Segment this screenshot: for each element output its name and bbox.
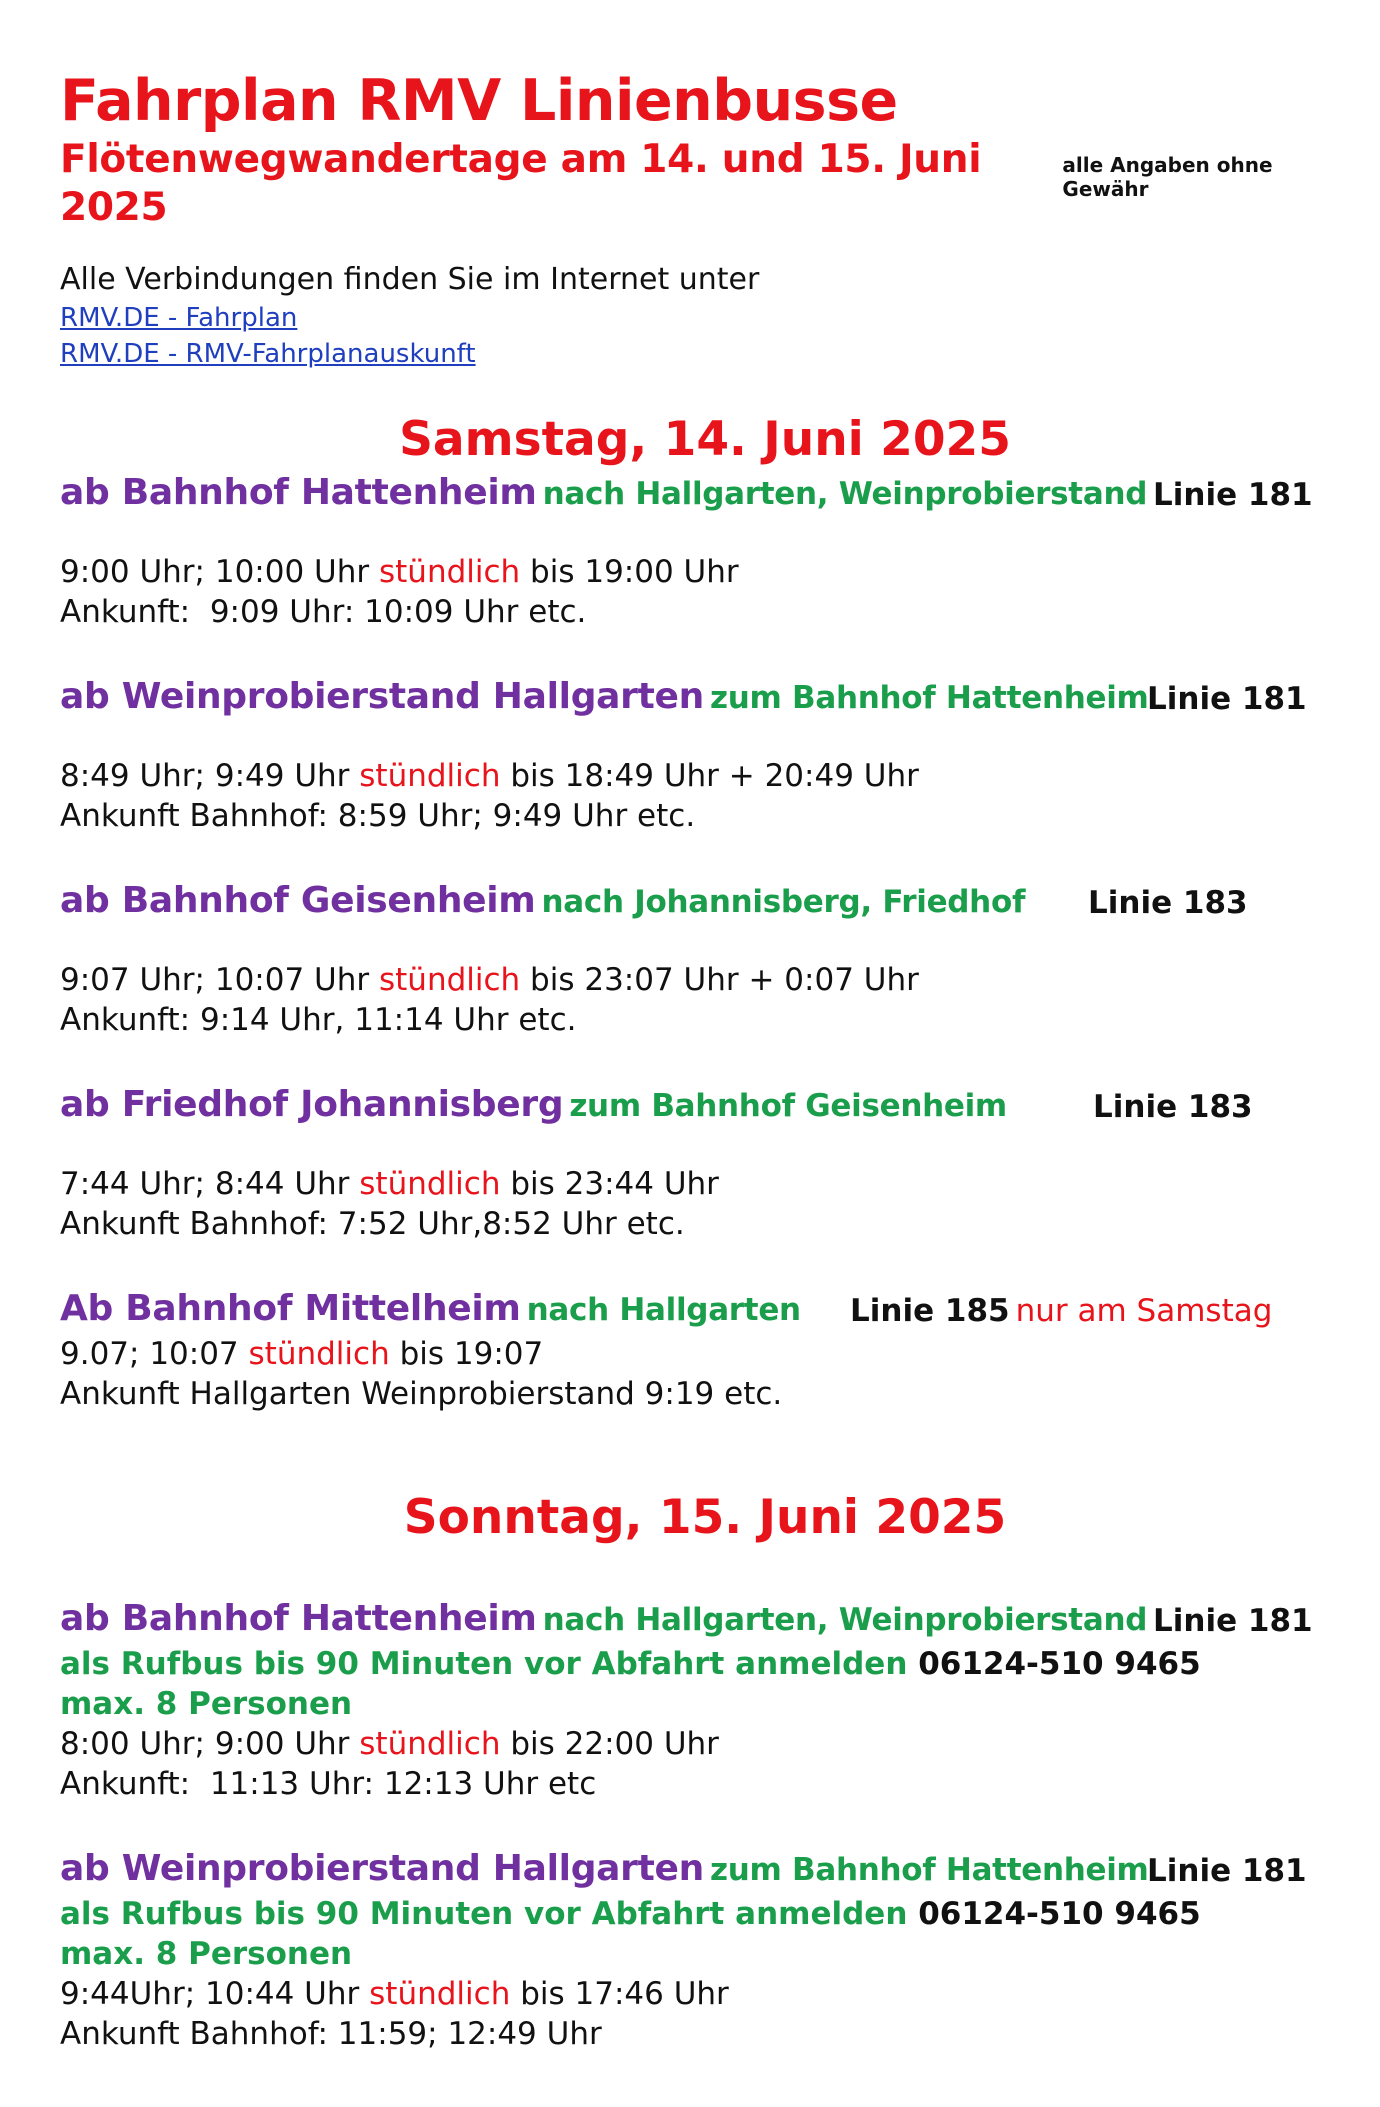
route-line (1153, 468, 1313, 522)
rufbus-text: als Rufbus bis 90 Minuten vor Abfahrt anmelden (60, 1896, 908, 1932)
hourly-label: stündlich (369, 1976, 511, 2012)
route-stop: ab Bahnhof Hattenheim (60, 1598, 537, 1639)
rufbus-text: als Rufbus bis 90 Minuten vor Abfahrt anmelden (60, 1646, 908, 1682)
phone-number: 06124-510 9465 (918, 1896, 1201, 1932)
route-times (60, 1974, 1350, 2014)
timetable-page (60, 68, 1350, 2054)
max-persons: max. 8 Personen (60, 1936, 353, 1972)
hourly-label: stündlich (359, 758, 501, 794)
route-arrival: Ankunft: 11:13 Uhr: 12:13 Uhr etc (60, 1766, 597, 1802)
hourly-label: stündlich (359, 1166, 501, 1202)
disclaimer: alle Angaben ohne Gewähr (1062, 153, 1273, 201)
times-end: bis 19:00 Uhr (530, 554, 739, 590)
times-start: 7:44 Uhr; 8:44 Uhr (60, 1166, 350, 1202)
page-subtitle: Flötenwegwandertage am 14. und 15. Juni 2025 (60, 137, 982, 230)
route-stop: ab Friedhof Johannisberg (60, 1084, 564, 1125)
line-number: Linie 181 (1153, 477, 1313, 513)
times-start: 8:00 Uhr; 9:00 Uhr (60, 1726, 350, 1762)
times-end: bis 17:46 Uhr (520, 1976, 729, 2012)
route-stop: Ab Bahnhof Mittelheim (60, 1288, 521, 1329)
times-end: bis 23:44 Uhr (510, 1166, 719, 1202)
route-direction: zum Bahnhof Geisenheim (569, 1088, 1007, 1124)
times-end: bis 18:49 Uhr + 20:49 Uhr (510, 758, 919, 794)
route-header (60, 1284, 1350, 1334)
route-arrival: Ankunft Hallgarten Weinprobierstand 9:19 etc. (60, 1376, 783, 1412)
times-end: bis 19:07 (399, 1336, 544, 1372)
line-number: Linie 183 (1093, 1089, 1253, 1125)
sat-route-weinprobierstand (60, 672, 1350, 836)
route-times (60, 756, 1350, 796)
route-line (1088, 876, 1248, 930)
link-rmv-fahrplanauskunft[interactable]: RMV.DE - RMV-Fahrplanauskunft (60, 339, 476, 369)
route-times (60, 1164, 1350, 1204)
route-header (60, 1844, 1350, 1894)
route-header (60, 672, 1350, 722)
times-start: 9:07 Uhr; 10:07 Uhr (60, 962, 370, 998)
route-direction: zum Bahnhof Hattenheim (709, 680, 1149, 716)
route-times (60, 1724, 1350, 1764)
route-times (60, 1334, 1350, 1374)
intro-text: Alle Verbindungen finden Sie im Internet unter (60, 262, 760, 297)
times-start: 9:44Uhr; 10:44 Uhr (60, 1976, 360, 2012)
route-header (60, 468, 1350, 518)
times-start: 8:49 Uhr; 9:49 Uhr (60, 758, 350, 794)
sunday-heading: Sonntag, 15. Juni 2025 (403, 1490, 1007, 1545)
line-note: nur am Samstag (1015, 1293, 1273, 1329)
route-stop: ab Bahnhof Geisenheim (60, 880, 536, 921)
hourly-label: stündlich (248, 1336, 390, 1372)
line-number: Linie 183 (1088, 885, 1248, 921)
route-arrival: Ankunft Bahnhof: 7:52 Uhr,8:52 Uhr etc. (60, 1206, 685, 1242)
route-arrival: Ankunft Bahnhof: 11:59; 12:49 Uhr (60, 2016, 602, 2052)
sat-route-hattenheim (60, 468, 1350, 632)
route-stop: ab Bahnhof Hattenheim (60, 472, 537, 513)
route-arrival: Ankunft: 9:14 Uhr, 11:14 Uhr etc. (60, 1002, 577, 1038)
route-direction: zum Bahnhof Hattenheim (709, 1852, 1149, 1888)
times-start: 9:00 Uhr; 10:00 Uhr (60, 554, 370, 590)
route-arrival: Ankunft: 9:09 Uhr: 10:09 Uhr etc. (60, 594, 587, 630)
rufbus-note (60, 1894, 1350, 1934)
route-direction: nach Hallgarten (526, 1292, 801, 1328)
route-arrival: Ankunft Bahnhof: 8:59 Uhr; 9:49 Uhr etc. (60, 798, 696, 834)
times-end: bis 23:07 Uhr + 0:07 Uhr (530, 962, 919, 998)
line-number: Linie 185 (850, 1293, 1010, 1329)
line-number: Linie 181 (1147, 681, 1307, 717)
subtitle-row (60, 136, 1350, 232)
saturday-heading: Samstag, 14. Juni 2025 (399, 412, 1011, 467)
hourly-label: stündlich (359, 1726, 501, 1762)
page-title: Fahrplan RMV Linienbusse (60, 68, 898, 134)
phone-number: 06124-510 9465 (918, 1646, 1201, 1682)
route-line (1147, 1844, 1307, 1898)
line-number: Linie 181 (1147, 1853, 1307, 1889)
route-line (1153, 1594, 1313, 1648)
route-stop: ab Weinprobierstand Hallgarten (60, 1848, 704, 1889)
route-header (60, 876, 1350, 926)
route-header (60, 1080, 1350, 1130)
rufbus-note (60, 1644, 1350, 1684)
route-direction: nach Hallgarten, Weinprobierstand (542, 476, 1148, 512)
sun-route-hattenheim (60, 1594, 1350, 1804)
route-line (1093, 1080, 1253, 1134)
line-number: Linie 181 (1153, 1603, 1313, 1639)
route-times (60, 960, 1350, 1000)
route-header (60, 1594, 1350, 1644)
sat-route-geisenheim (60, 876, 1350, 1040)
route-stop: ab Weinprobierstand Hallgarten (60, 676, 704, 717)
route-line (850, 1284, 1272, 1338)
hourly-label: stündlich (378, 554, 521, 590)
route-direction: nach Hallgarten, Weinprobierstand (542, 1602, 1148, 1638)
route-times (60, 552, 1350, 592)
route-line (1147, 672, 1307, 726)
hourly-label: stündlich (378, 962, 521, 998)
sun-route-weinprobierstand (60, 1844, 1350, 2054)
max-persons: max. 8 Personen (60, 1686, 353, 1722)
route-direction: nach Johannisberg, Friedhof (541, 884, 1026, 920)
times-end: bis 22:00 Uhr (510, 1726, 719, 1762)
sat-route-johannisberg (60, 1080, 1350, 1244)
sat-route-mittelheim (60, 1284, 1350, 1414)
link-rmv-fahrplan[interactable]: RMV.DE - Fahrplan (60, 303, 298, 333)
times-start: 9.07; 10:07 (60, 1336, 239, 1372)
